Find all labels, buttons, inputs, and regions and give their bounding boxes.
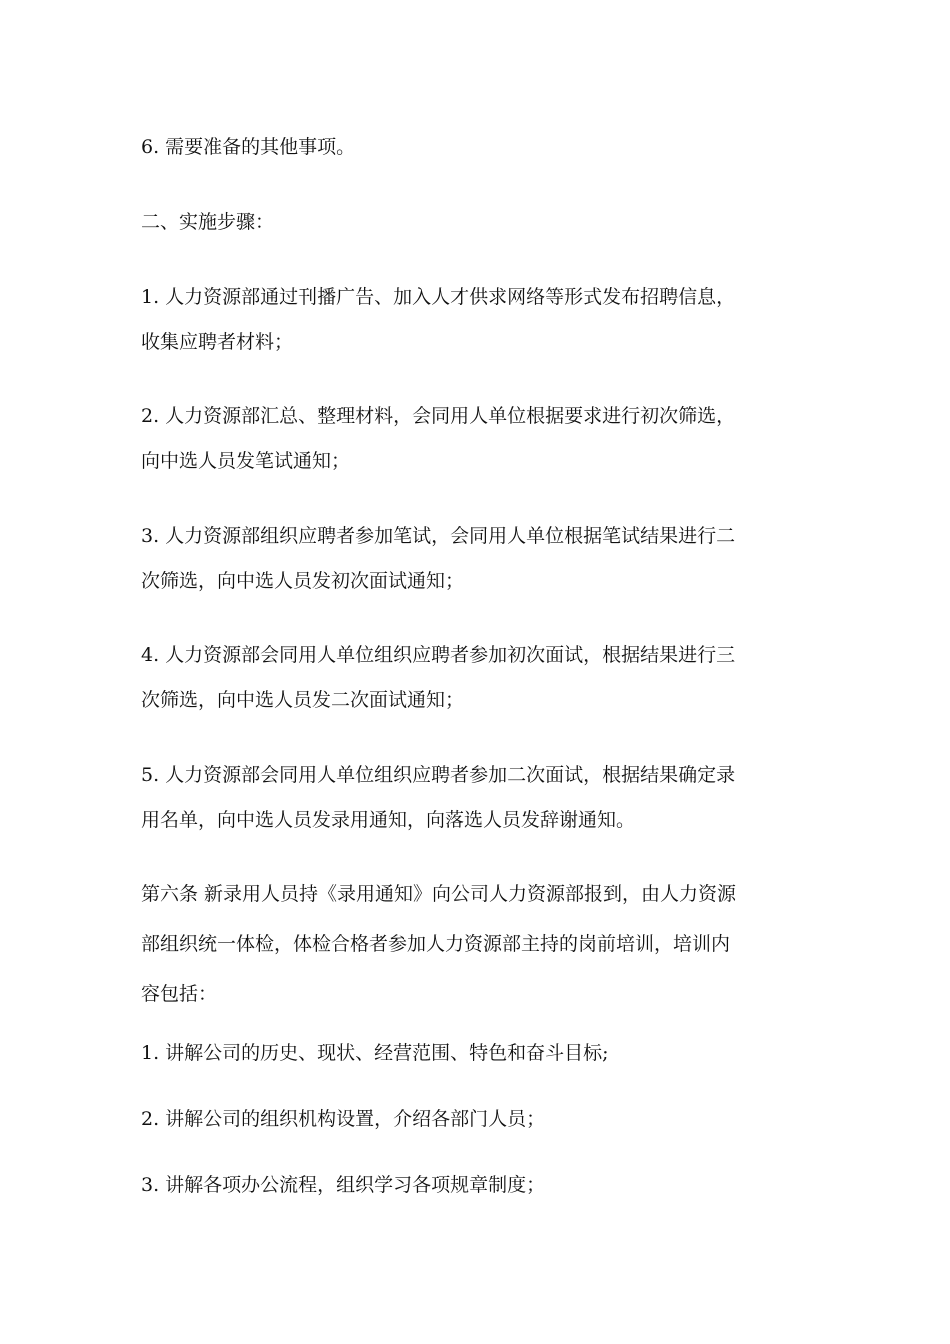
section-heading-steps: 二、实施步骤：	[141, 211, 275, 233]
line-item-6-prep: 6. 需要准备的其他事项。	[141, 136, 356, 158]
article-6-line-1: 第六条 新录用人员持《录用通知》向公司人力资源部报到，由人力资源	[141, 883, 737, 905]
step-4-line-1: 4. 人力资源部会同用人单位组织应聘者参加初次面试，根据结果进行三	[141, 644, 736, 666]
step-1-line-1: 1. 人力资源部通过刊播广告、加入人才供求网络等形式发布招聘信息，	[141, 286, 736, 308]
step-5-line-1: 5. 人力资源部会同用人单位组织应聘者参加二次面试，根据结果确定录	[141, 764, 736, 786]
training-item-2: 2. 讲解公司的组织机构设置，介绍各部门人员；	[141, 1108, 546, 1130]
step-2-line-1: 2. 人力资源部汇总、整理材料，会同用人单位根据要求进行初次筛选，	[141, 405, 736, 427]
article-6-line-3: 容包括：	[141, 983, 218, 1005]
step-1-line-2: 收集应聘者材料；	[141, 331, 294, 353]
step-3-line-1: 3. 人力资源部组织应聘者参加笔试，会同用人单位根据笔试结果进行二	[141, 525, 736, 547]
step-5-line-2: 用名单，向中选人员发录用通知，向落选人员发辞谢通知。	[141, 809, 636, 831]
training-item-1: 1. 讲解公司的历史、现状、经营范围、特色和奋斗目标;	[141, 1042, 609, 1064]
training-item-3: 3. 讲解各项办公流程，组织学习各项规章制度；	[141, 1174, 546, 1196]
step-2-line-2: 向中选人员发笔试通知；	[141, 450, 351, 472]
step-4-line-2: 次筛选，向中选人员发二次面试通知；	[141, 689, 465, 711]
step-3-line-2: 次筛选，向中选人员发初次面试通知；	[141, 570, 465, 592]
article-6-line-2: 部组织统一体检，体检合格者参加人力资源部主持的岗前培训，培训内	[141, 933, 731, 955]
